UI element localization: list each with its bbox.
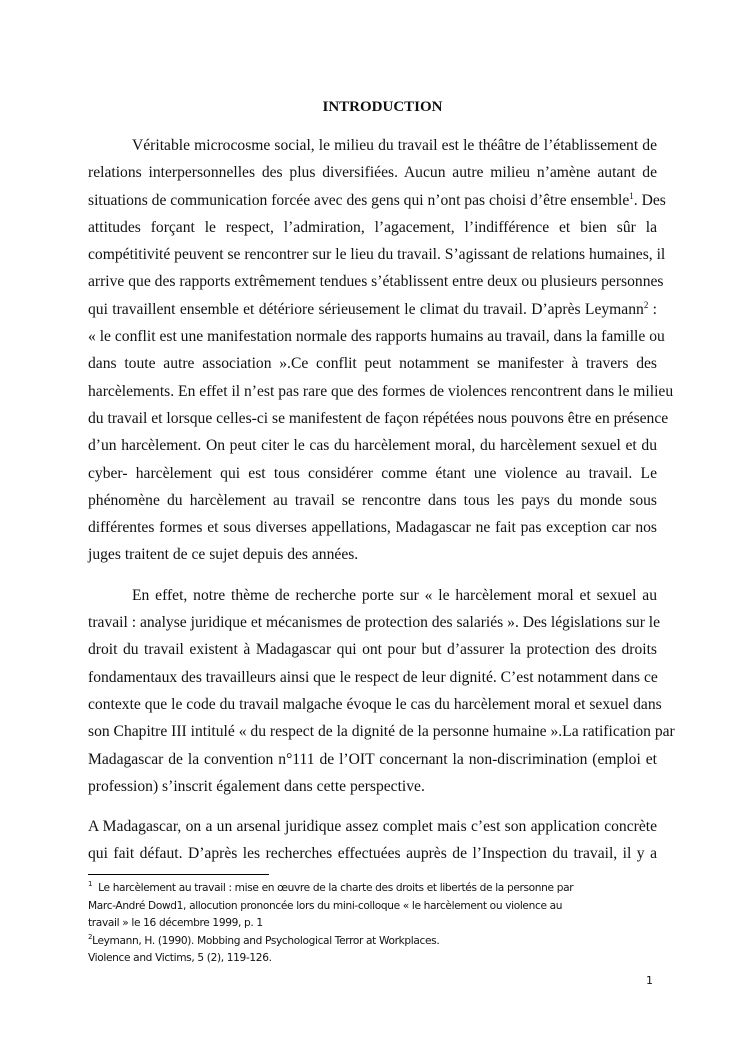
line-text: juges traitent de ce sujet depuis des années. bbox=[88, 546, 359, 564]
text-line bbox=[88, 691, 662, 718]
footnotes bbox=[88, 880, 573, 968]
line-text: attitudes forçant le respect, l’admiration, l’agacement, l’indifférence et bien sûr la bbox=[88, 218, 657, 236]
text-line bbox=[88, 514, 657, 541]
line-text: situations de communication forcée avec des gens qui n’ont pas choisi d’être ensemble bbox=[88, 191, 630, 209]
text-line bbox=[88, 432, 657, 459]
line-text: du travail et lorsque celles-ci se manifestent de façon répétées nous pouvons être en présence bbox=[88, 409, 669, 427]
footnote-reference: 1 bbox=[629, 190, 634, 201]
text-line bbox=[88, 350, 657, 377]
line-text: qui travaillent ensemble et détériore sérieusement le climat du travail. D’après Leymann bbox=[88, 300, 644, 318]
text-line bbox=[88, 664, 657, 691]
line-text-after: : bbox=[648, 300, 658, 318]
line-text: harcèlements. En effet il n’est pas rare que des formes de violences rencontrent dans le milieu bbox=[88, 382, 674, 400]
footnote-line bbox=[88, 880, 573, 898]
line-text: profession) s’inscrit également dans cette perspective. bbox=[88, 777, 425, 795]
line-text-after: . Des bbox=[633, 191, 666, 209]
line-text: fondamentaux des travailleurs ainsi que le respect de leur dignité. C’est notamment dans ce bbox=[88, 668, 658, 686]
line-text: A Madagascar, on a un arsenal juridique assez complet mais c’est son application concrète bbox=[88, 818, 657, 836]
text-line bbox=[88, 296, 657, 323]
text-line bbox=[88, 323, 665, 350]
footnote-line bbox=[88, 898, 573, 916]
footnote-text: Violence and Victims, 5 (2), 119-126. bbox=[88, 952, 272, 965]
text-line bbox=[88, 159, 657, 186]
line-text: dans toute autre association ».Ce conflit peut notamment se manifester à travers des bbox=[88, 355, 657, 373]
line-text: relations interpersonnelles des plus diversifiées. Aucun autre milieu n’amène autant de bbox=[88, 164, 657, 182]
text-line bbox=[88, 636, 657, 663]
paragraph bbox=[88, 132, 674, 569]
text-line bbox=[88, 541, 657, 568]
line-text: Véritable microcosme social, le milieu du travail est le théâtre de l’établissement de bbox=[132, 137, 657, 154]
footnote-line bbox=[88, 950, 573, 968]
line-text: droit du travail existent à Madagascar qui ont pour but d’assurer la protection des droits bbox=[88, 641, 657, 659]
text-line bbox=[88, 487, 657, 514]
section-title: INTRODUCTION bbox=[322, 99, 443, 115]
line-text: arrive que des rapports extrêmement tendues s’établissent entre deux ou plusieurs personnes bbox=[88, 273, 664, 291]
text-line bbox=[88, 609, 661, 636]
text-line bbox=[88, 241, 666, 268]
text-line bbox=[88, 268, 664, 295]
footnote-number: 1 bbox=[88, 880, 93, 888]
text-line bbox=[88, 405, 669, 432]
footnote-reference: 2 bbox=[643, 299, 649, 310]
footnote-text: Marc-André Dowd1, allocution prononcée lors du mini-colloque « le harcèlement ou violence au bbox=[88, 899, 563, 912]
text-line bbox=[88, 813, 657, 840]
footnote-line bbox=[88, 933, 573, 951]
footnote-separator bbox=[88, 874, 269, 875]
line-text: contexte que le code du travail malgache évoque le cas du harcèlement moral et sexuel dans bbox=[88, 695, 662, 713]
text-line bbox=[88, 773, 657, 800]
line-text: travail : analyse juridique et mécanismes de protection des salariés ». Des législations sur le bbox=[88, 614, 661, 632]
text-line bbox=[88, 718, 675, 745]
footnote-line bbox=[88, 915, 573, 933]
line-text: son Chapitre III intitulé « du respect de la dignité de la personne humaine ».La ratification par bbox=[88, 723, 675, 741]
line-text: En effet, notre thème de recherche porte sur « le harcèlement moral et sexuel au bbox=[132, 586, 657, 604]
document-body bbox=[88, 132, 675, 881]
paragraph bbox=[88, 813, 657, 868]
line-text: qui fait défaut. D’après les recherches effectuées auprès de l’Inspection du travail, il y a bbox=[88, 845, 657, 863]
text-line bbox=[88, 378, 674, 405]
line-text: cyber- harcèlement qui est tous considérer comme étant une violence au travail. Le bbox=[88, 464, 657, 482]
line-text: « le conflit est une manifestation normale des rapports humains au travail, dans la famille ou bbox=[88, 328, 665, 346]
footnote-number: 2 bbox=[88, 932, 93, 941]
text-line bbox=[88, 582, 657, 609]
paragraph bbox=[88, 582, 675, 800]
text-line bbox=[88, 840, 657, 867]
footnote-text: travail » le 16 décembre 1999, p. 1 bbox=[88, 917, 263, 930]
line-text: Madagascar de la convention n°111 de l’OIT concernant la non-discrimination (emploi et bbox=[88, 750, 657, 768]
line-text: d’un harcèlement. On peut citer le cas du harcèlement moral, du harcèlement sexuel et du bbox=[88, 437, 657, 455]
text-line bbox=[88, 132, 657, 159]
text-line bbox=[88, 214, 657, 241]
text-line bbox=[88, 187, 666, 214]
line-text: différentes formes et sous diverses appellations, Madagascar ne fait pas exception car nos bbox=[88, 519, 657, 537]
text-line bbox=[88, 460, 657, 487]
line-text: compétitivité peuvent se rencontrer sur le lieu du travail. S’agissant de relations humaines, il bbox=[88, 246, 666, 264]
footnote-text: Leymann, H. (1990). Mobbing and Psychological Terror at Workplaces. bbox=[92, 934, 440, 947]
text-line bbox=[88, 746, 657, 773]
footnote-text: Le harcèlement au travail : mise en œuvre de la charte des droits et libertés de la personne par bbox=[92, 882, 574, 894]
line-text: phénomène du harcèlement au travail se rencontre dans tous les pays du monde sous bbox=[88, 491, 657, 509]
page-number: 1 bbox=[646, 974, 653, 987]
